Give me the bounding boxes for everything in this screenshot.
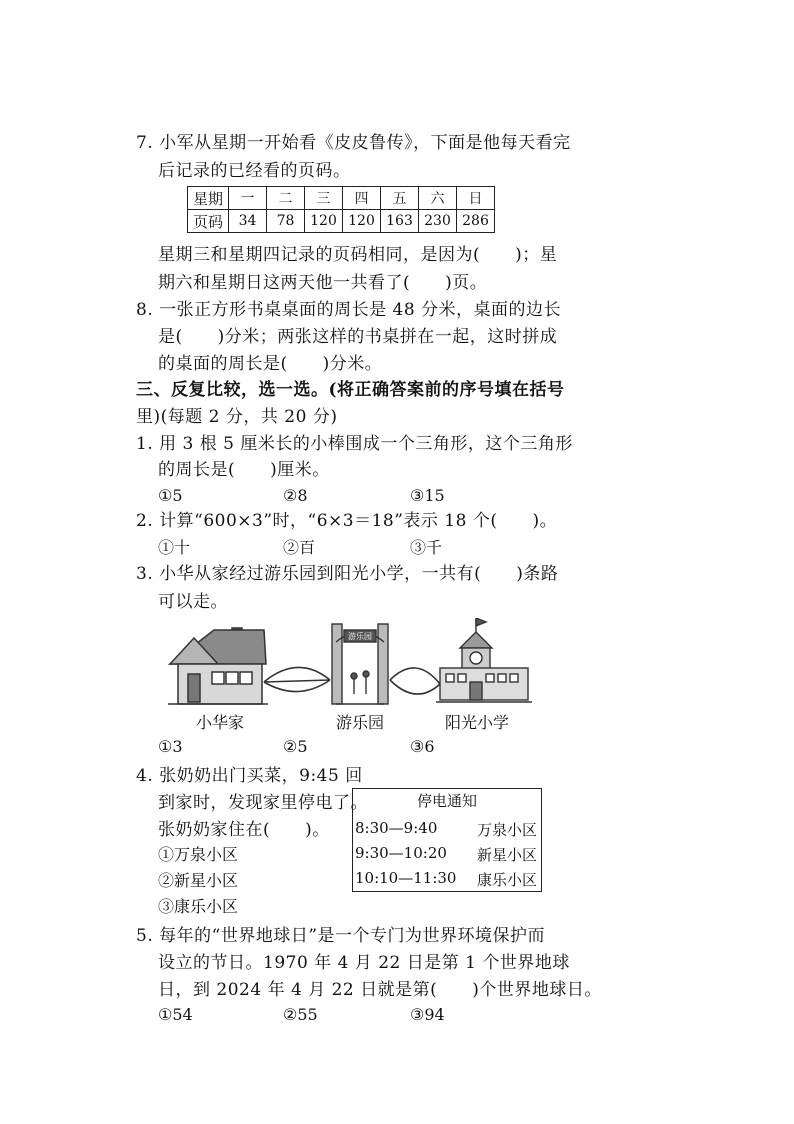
s2-option-2: ②百 xyxy=(283,538,316,557)
label-park: 游乐园 xyxy=(336,713,385,732)
table-cell-day: 二 xyxy=(267,187,305,210)
power-outage-notice xyxy=(352,788,542,892)
s3-option-3: ③6 xyxy=(410,737,435,756)
s5-option-2: ②55 xyxy=(283,1005,318,1024)
table-cell-page: 163 xyxy=(381,210,419,233)
s2-option-1: ①十 xyxy=(158,538,191,557)
q8-line-3: 的桌面的周长是( )分米。 xyxy=(158,354,383,374)
table-row xyxy=(188,210,495,233)
table-cell-day: 日 xyxy=(457,187,495,210)
s3-option-2: ②5 xyxy=(283,737,308,756)
s2-line-1: 2. 计算“600×3”时，“6×3＝18”表示 18 个( )。 xyxy=(136,511,558,531)
s4-line-3: 张奶奶家住在( )。 xyxy=(158,820,330,840)
s1-line-1: 1. 用 3 根 5 厘米长的小棒围成一个三角形，这个三角形 xyxy=(136,434,573,454)
path-lines-right xyxy=(390,668,440,694)
table-cell-page: 230 xyxy=(419,210,457,233)
notice-area: 新星小区 xyxy=(476,846,537,864)
pages-table xyxy=(187,186,495,233)
table-cell-day: 六 xyxy=(419,187,457,210)
table-cell-page: 78 xyxy=(267,210,305,233)
route-figure xyxy=(168,618,538,710)
s4-option-1: ①万泉小区 xyxy=(158,845,239,864)
notice-area: 万泉小区 xyxy=(476,821,537,839)
s1-option-2: ②8 xyxy=(283,486,308,505)
school-icon xyxy=(436,618,532,702)
s5-line-2: 设立的节日。1970 年 4 月 22 日是第 1 个世界地球 xyxy=(158,953,570,973)
notice-title: 停电通知 xyxy=(416,792,477,810)
notice-time: 10:10—11:30 xyxy=(355,869,457,887)
s5-option-1: ①54 xyxy=(158,1005,193,1024)
s2-option-3: ③千 xyxy=(410,538,443,557)
s4-option-3: ③康乐小区 xyxy=(158,897,239,916)
s4-line-2: 到家时，发现家里停电了。 xyxy=(158,793,368,813)
s3-line-2: 可以走。 xyxy=(158,592,228,612)
notice-time: 9:30—10:20 xyxy=(355,844,447,862)
q7-line-1: 7. 小军从星期一开始看《皮皮鲁传》，下面是他每天看完 xyxy=(136,133,571,153)
table-row xyxy=(188,187,495,210)
label-school: 阳光小学 xyxy=(445,713,510,732)
notice-area: 康乐小区 xyxy=(476,871,537,889)
q7-line-4: 期六和星期日这两天他一共看了( )页。 xyxy=(158,273,488,293)
s3-option-1: ①3 xyxy=(158,737,183,756)
notice-time: 8:30—9:40 xyxy=(355,819,438,837)
label-home: 小华家 xyxy=(196,713,245,732)
s4-line-1: 4. 张奶奶出门买菜，9:45 回 xyxy=(136,766,363,786)
table-cell-page: 120 xyxy=(305,210,343,233)
s4-option-2: ②新星小区 xyxy=(158,871,239,890)
s3-line-1: 3. 小华从家经过游乐园到阳光小学，一共有( )条路 xyxy=(136,564,559,584)
table-head-pages: 页码 xyxy=(188,210,229,233)
table-cell-page: 286 xyxy=(457,210,495,233)
s1-option-3: ③15 xyxy=(410,486,445,505)
table-head-weekday: 星期 xyxy=(188,187,229,210)
s5-line-1: 5. 每年的“世界地球日”是一个专门为世界环境保护而 xyxy=(136,926,546,946)
table-cell-day: 一 xyxy=(229,187,267,210)
house-icon xyxy=(168,628,268,704)
path-lines-left xyxy=(264,667,330,691)
table-cell-day: 三 xyxy=(305,187,343,210)
table-cell-day: 五 xyxy=(381,187,419,210)
table-cell-day: 四 xyxy=(343,187,381,210)
q7-line-3: 星期三和星期四记录的页码相同，是因为( )；星 xyxy=(158,245,558,265)
s1-line-2: 的周长是( )厘米。 xyxy=(158,460,330,480)
table-cell-page: 34 xyxy=(229,210,267,233)
q7-line-2: 后记录的已经看的页码。 xyxy=(158,161,351,181)
q8-line-2: 是( )分米；两张这样的书桌拼在一起，这时拼成 xyxy=(158,327,558,347)
s5-line-3: 日，到 2024 年 4 月 22 日就是第( )个世界地球日。 xyxy=(158,980,602,1000)
gate-sign-text: 游乐园 xyxy=(348,632,372,641)
section-3-title: 三、反复比较，选一选。(将正确答案前的序号填在括号 xyxy=(136,380,565,400)
section-3-line-2: 里)(每题 2 分，共 20 分) xyxy=(136,407,338,427)
q8-line-1: 8. 一张正方形书桌桌面的周长是 48 分米，桌面的边长 xyxy=(136,300,562,320)
s5-option-3: ③94 xyxy=(410,1005,445,1024)
table-cell-page: 120 xyxy=(343,210,381,233)
s1-option-1: ①5 xyxy=(158,486,183,505)
